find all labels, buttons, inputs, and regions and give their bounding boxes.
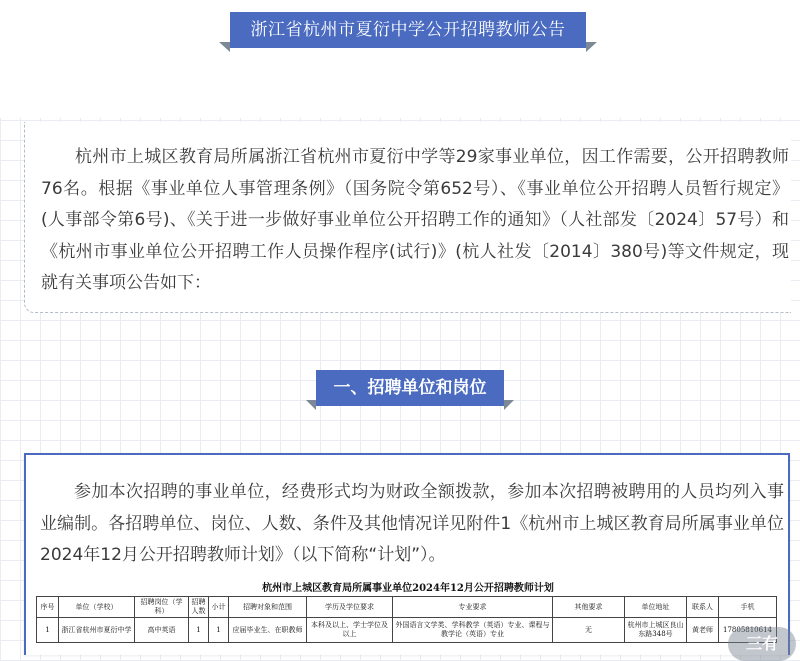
table-cell: 1 bbox=[37, 618, 59, 643]
header-cell: 单位地址 bbox=[625, 597, 687, 618]
header-cell: 招聘人数 bbox=[189, 597, 209, 618]
header-cell: 联系人 bbox=[687, 597, 719, 618]
header-cell: 专业要求 bbox=[393, 597, 553, 618]
section-paragraph: 参加本次招聘的事业单位，经费形式均为财政全额拨款，参加本次招聘被聘用的人员均列入事业编制。各招聘单位、岗位、人数、条件及其他情况详见附件1《杭州市上城区教育局所属事业单位2024年12月公开招聘教师计划》（以下简称“计划”）。 bbox=[40, 482, 784, 565]
table-cell: 1 bbox=[209, 618, 229, 643]
banner-left-fold bbox=[219, 42, 230, 52]
table-cell: 本科及以上、学士学位及以上 bbox=[307, 618, 393, 643]
table-cell: 17805810614 bbox=[719, 618, 777, 643]
table-cell: 1 bbox=[189, 618, 209, 643]
intro-box bbox=[24, 122, 791, 313]
table-cell: 无 bbox=[553, 618, 625, 643]
page-title: 浙江省杭州市夏衍中学公开招聘教师公告 bbox=[230, 12, 586, 48]
watermark-badge: 三有 bbox=[728, 627, 796, 661]
table-cell: 杭州市上城区良山东路348号 bbox=[625, 618, 687, 643]
section-title: 一、招聘单位和岗位 bbox=[316, 370, 504, 406]
section-banner bbox=[306, 370, 514, 412]
table-cell: 外国语言文学类、学科教学（英语）专业、课程与教学论（英语）专业 bbox=[393, 618, 553, 643]
header-cell: 小计 bbox=[209, 597, 229, 618]
table-title: 杭州市上城区教育局所属事业单位2024年12月公开招聘教师计划 bbox=[262, 583, 554, 594]
section-banner-right-fold bbox=[504, 400, 514, 410]
header-cell: 招聘对象和范围 bbox=[229, 597, 307, 618]
header-cell: 序号 bbox=[37, 597, 59, 618]
table-header-row bbox=[37, 597, 777, 618]
header-cell: 招聘岗位（学科） bbox=[135, 597, 189, 618]
section-content-box bbox=[24, 453, 790, 655]
header-cell: 手机 bbox=[719, 597, 777, 618]
table-cell: 黄老师 bbox=[687, 618, 719, 643]
banner-right-fold bbox=[586, 42, 597, 52]
table-row bbox=[37, 618, 777, 643]
header-cell: 学历及学位要求 bbox=[307, 597, 393, 618]
recruitment-plan-table bbox=[36, 596, 777, 643]
section-banner-left-fold bbox=[306, 400, 316, 410]
title-banner bbox=[219, 12, 597, 54]
table-cell: 应届毕业生、在职教师 bbox=[229, 618, 307, 643]
intro-paragraph: 杭州市上城区教育局所属浙江省杭州市夏衍中学等29家事业单位，因工作需要，公开招聘教师76名。根据《事业单位人事管理条例》（国务院令第652号）、《事业单位公开招聘人员暂行规定》(人事部令第6号)、《关于进一步做好事业单位公开招聘工作的通知》（人社部发〔2024〕57号）和《杭州市事业单位公开招聘工作人员操作程序(试行)》(杭人社发〔2014〕380号)等文件规定，现就有关事项公告如下： bbox=[41, 147, 789, 293]
table-cell: 浙江省杭州市夏衍中学 bbox=[59, 618, 135, 643]
header-cell: 其他要求 bbox=[553, 597, 625, 618]
header-cell: 单位（学校） bbox=[59, 597, 135, 618]
table-cell: 高中英语 bbox=[135, 618, 189, 643]
